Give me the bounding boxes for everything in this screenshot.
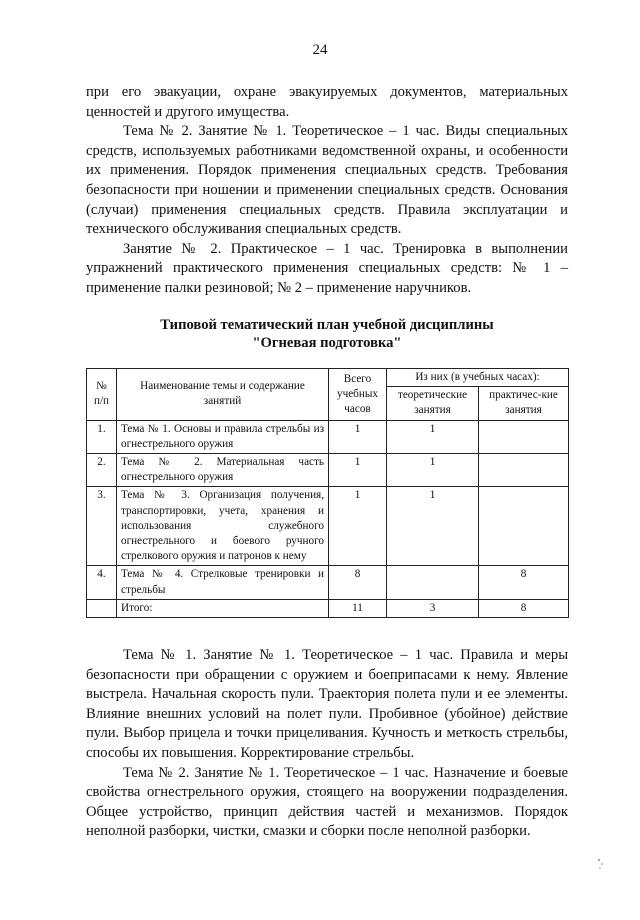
intro-paragraph-3: Занятие № 2. Практическое – 1 час. Тренировка в выполнении упражнений практического применения специальных средств: № 1 – применение палки резиновой; № 2 – применение наручников. [86,240,568,296]
row-num: 4. [87,566,117,599]
row-name: Тема № 2. Материальная часть огнестрельного оружия [117,454,329,487]
total-hours: 11 [329,599,387,617]
intro-paragraph-2: Тема № 2. Занятие № 1. Теоретическое – 1 час. Виды специальных средств, используемых работниками ведомственной охраны, и особенности их применения. Порядок применения специальных средств. Требования безопасности при ношении и применении специальных средств. Основания (случаи) применения специальных средств. Правила эксплуатации и технического обслуживания специальных средств. [86,123,568,238]
row-num: 3. [87,487,117,566]
total-theory: 3 [387,599,479,617]
row-theory: 1 [387,420,479,453]
body-paragraph-2: Тема № 2. Занятие № 1. Теоретическое – 1 час. Назначение и боевые свойства огнестрельного оружия, стоящего на вооружении подразделения. Общее устройство, принцип действия частей и механизмов. Порядок неполной разборки, чистки, смазки и сборки после неполной разборки. [86,764,568,840]
total-label: Итого: [117,599,329,617]
table-header-row [87,369,569,387]
body-text [86,646,568,842]
row-practice [479,420,569,453]
header-practice: практичес-кие занятия [479,387,569,420]
row-total: 1 [329,420,387,453]
row-name: Тема № 1. Основы и правила стрельбы из огнестрельного оружия [117,420,329,453]
header-total: Всего учебных часов [329,369,387,421]
scan-speck-mark [596,856,606,872]
page-number: 24 [312,42,328,58]
table-row [87,487,569,566]
header-num: № п/п [87,369,117,421]
row-theory: 1 [387,487,479,566]
row-name: Тема № 4. Стрелковые тренировки и стрельбы [117,566,329,599]
row-total: 8 [329,566,387,599]
row-practice [479,487,569,566]
table-row [87,454,569,487]
table-row [87,566,569,599]
total-practice: 8 [479,599,569,617]
body-paragraph-1: Тема № 1. Занятие № 1. Теоретическое – 1 час. Правила и меры безопасности при обращении с оружием и боеприпасами к нему. Явление выстрела. Начальная скорость пули. Траектория полета пули и ее элементы. Влияние внешних условий на полет пули. Пробивное (убойное) действие пули. Выбор прицела и точки прицеливания. Кучность и меткость стрельбы, способы их повышения. Корректирование стрельбы. [86,647,568,761]
row-practice [479,454,569,487]
header-theory: теоретические занятия [387,387,479,420]
header-name: Наименование темы и содержание занятий [117,369,329,421]
row-name: Тема № 3. Организация получения, транспортировки, учета, хранения и использования служебного огнестрельного и боевого ручного стрелкового оружия и патронов к нему [117,487,329,566]
row-num: 2. [87,454,117,487]
row-num: 1. [87,420,117,453]
row-theory: 1 [387,454,479,487]
row-theory [387,566,479,599]
table-total-row [87,599,569,617]
plan-title-line-1: Типовой тематический план учебной дисциплины [160,317,494,333]
intro-text [86,83,568,299]
plan-heading [86,316,568,352]
header-group: Из них (в учебных часах): [387,369,569,387]
table-row [87,420,569,453]
row-total: 1 [329,454,387,487]
row-practice: 8 [479,566,569,599]
plan-title-line-2: "Огневая подготовка" [252,335,402,351]
thematic-plan-table [86,368,569,618]
intro-paragraph-1: при его эвакуации, охране эвакуируемых документов, материальных ценностей и другого имущества. [86,84,568,120]
row-total: 1 [329,487,387,566]
total-num [87,599,117,617]
